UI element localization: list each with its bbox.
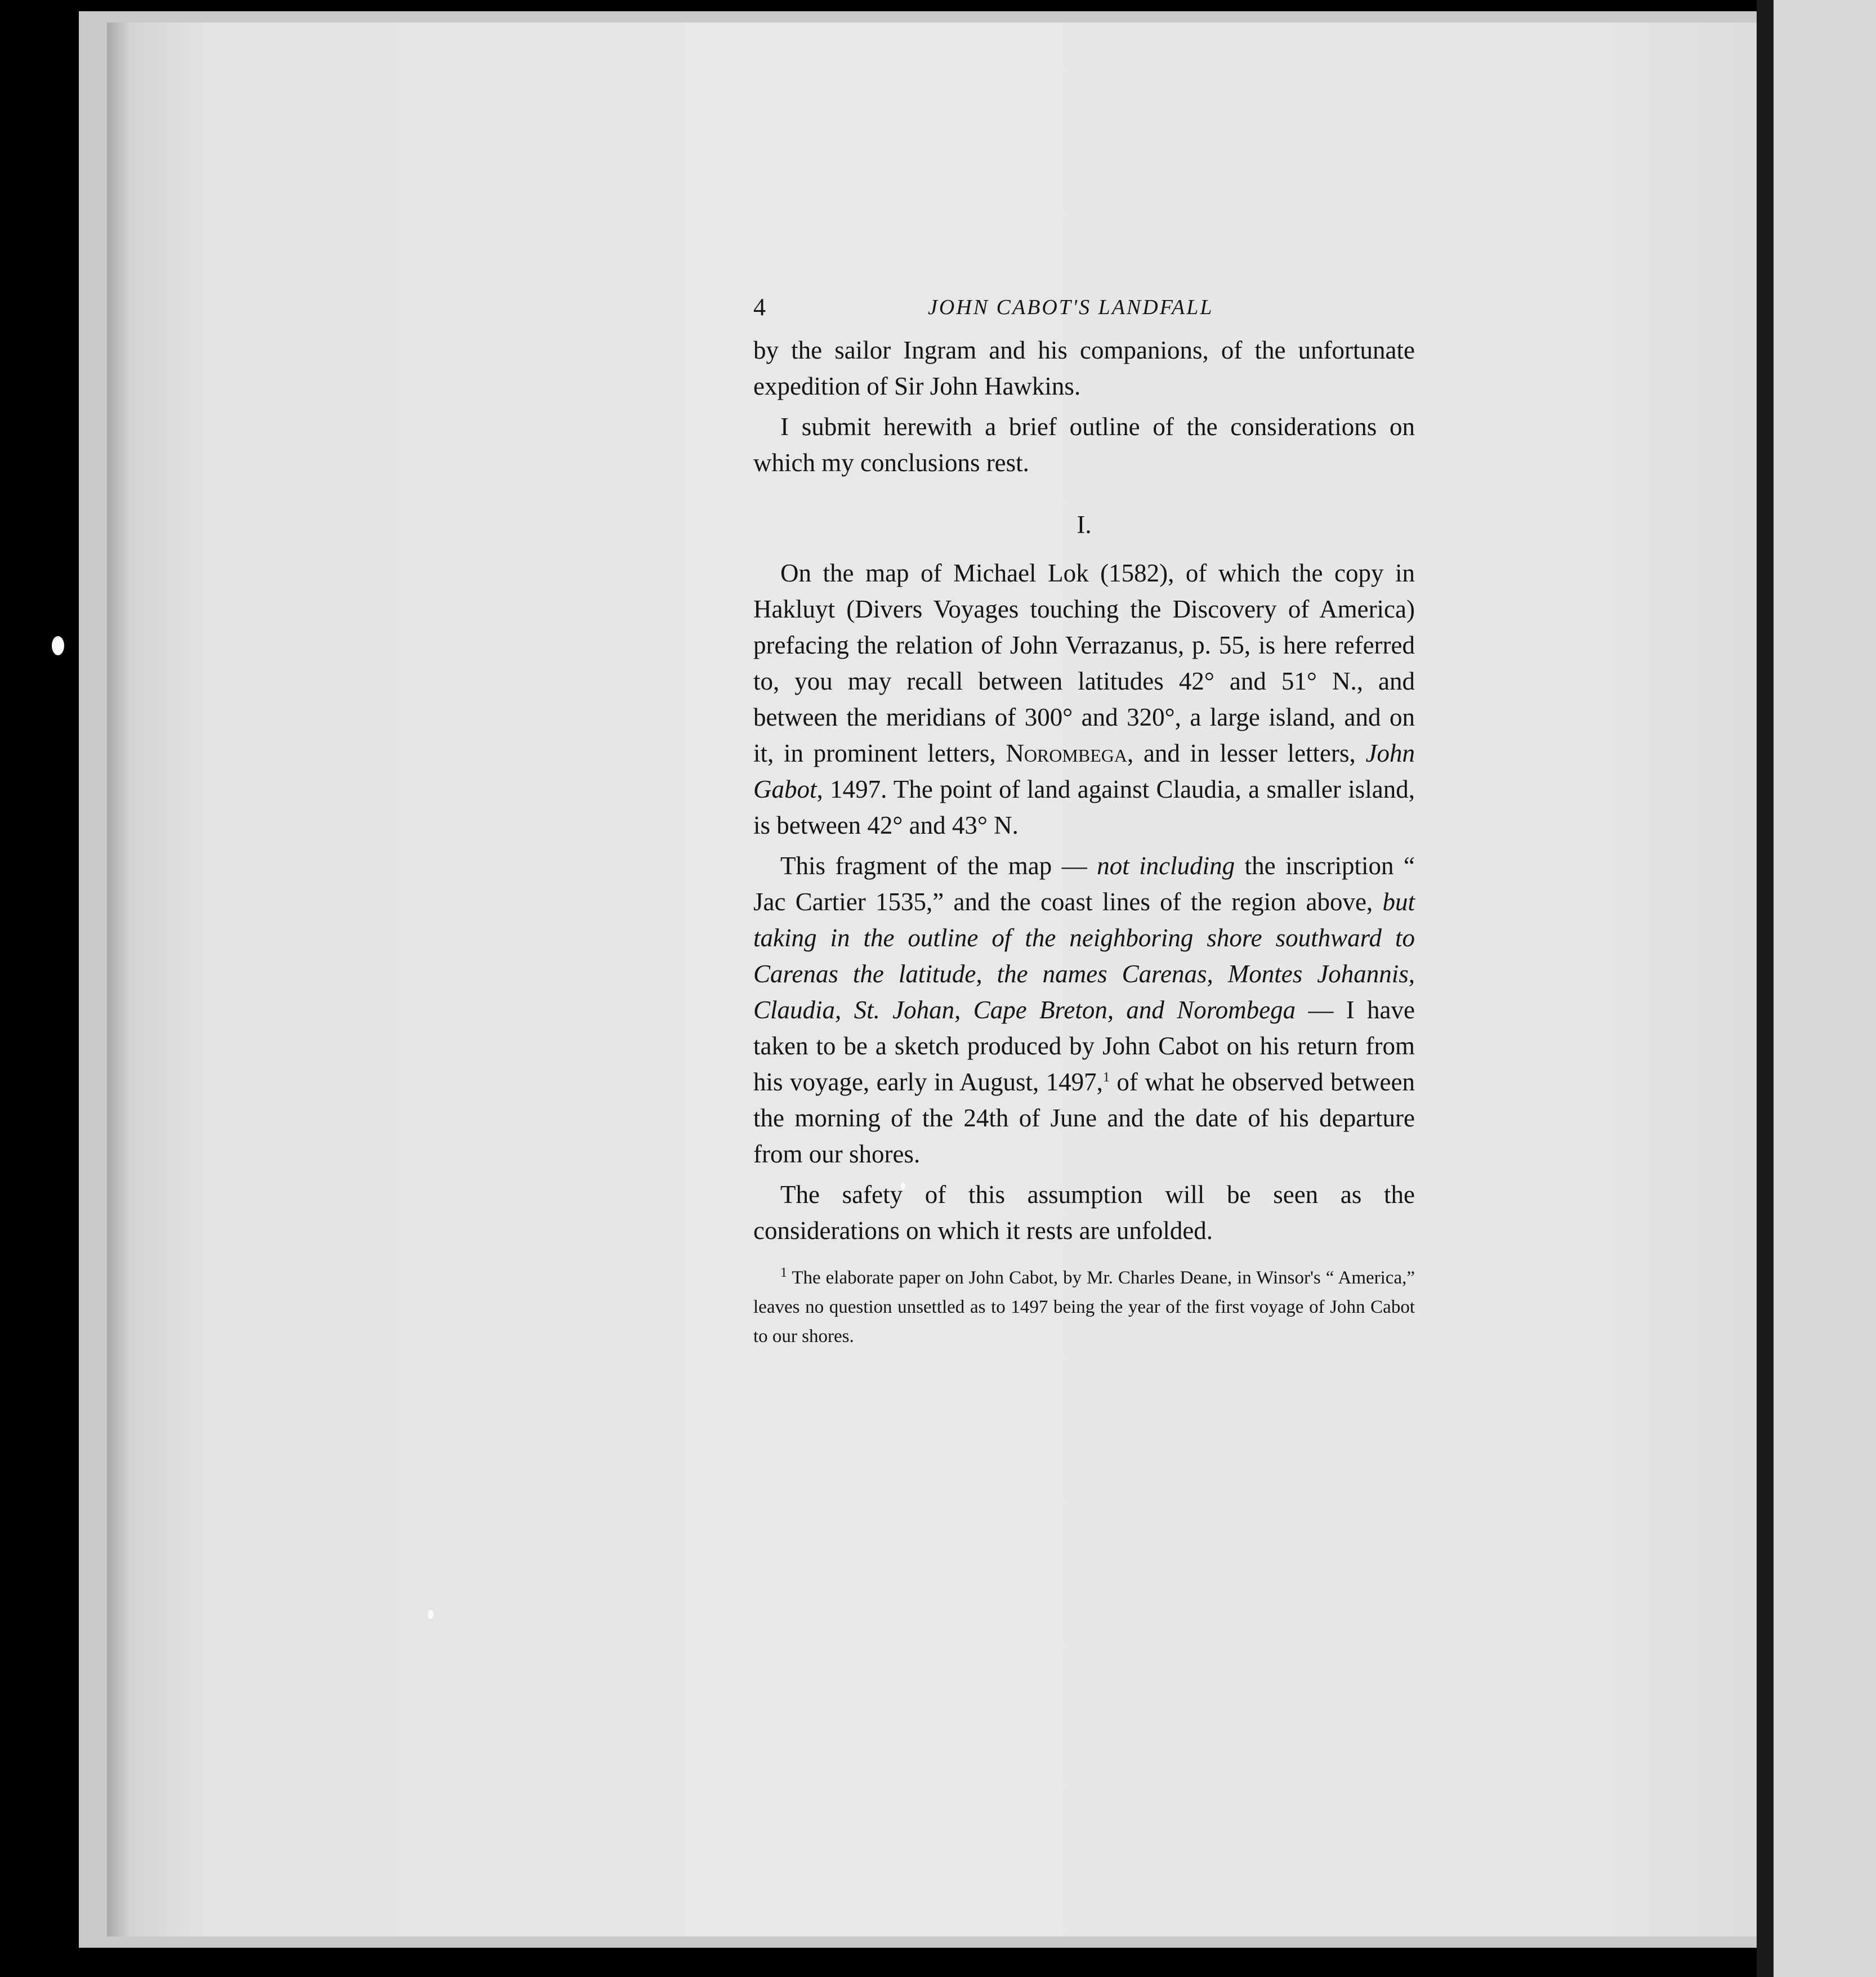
emphasis: not including	[1097, 852, 1235, 880]
text-run: — I have taken to be a sketch produced by John Cabot on his return from his voyage, early in August, 1497,	[753, 996, 1415, 1096]
running-head	[753, 293, 1415, 332]
page-text	[753, 293, 1415, 1370]
paragraph: The safety of this assumption will be seen as the considerations on which it rests are unfolded.	[753, 1180, 1415, 1245]
text-run: the inscription “ Jac Cartier 1535,” and the coast lines of the region above,	[753, 852, 1415, 916]
emphasis: but taking in the outline of the neighboring shore southward to Carenas the latitude, the names Carenas, Montes Johannis, Claudia, St. Johan, Cape Breton, and Norombega	[753, 888, 1415, 1024]
footnote-mark: 1	[780, 1265, 787, 1280]
paragraph: I submit herewith a brief outline of the considerations on which my conclusions rest.	[753, 413, 1415, 477]
norombega-label: Norombega	[1006, 739, 1127, 767]
text-run: On the map of Michael Lok (1582), of which the copy in Hakluyt (Divers Voyages touching the Discovery of America) prefacing the relation of John Verrazanus, p. 55, is here referred to, you may recall between latitudes 42° and 51° N., and between the meridians of 300° and 320°, a large island, and on it, in prominent letters,	[753, 559, 1415, 767]
section-heading: I.	[1077, 511, 1092, 539]
scan-speck	[428, 1610, 434, 1619]
scan-speck	[52, 636, 64, 655]
paragraph-lok-map	[753, 555, 1415, 843]
text-run: of what he observed between the morning of the 24th of June and the date of his departure from our shores.	[753, 1068, 1415, 1168]
running-head-title: JOHN CABOT'S LANDFALL	[928, 296, 1214, 319]
facing-page-edge	[1774, 0, 1876, 1977]
book-gutter	[1757, 0, 1774, 1977]
page-binding-shadow	[107, 23, 129, 1936]
text-run: , 1497. The point of land against Claudia, a smaller island, is between 42° and 43° N.	[753, 775, 1415, 839]
page-number: 4	[753, 293, 766, 321]
john-gabot-label: John Gabot	[753, 739, 1415, 803]
text-run: This fragment of the map —	[780, 852, 1097, 880]
paragraph: by the sailor Ingram and his companions, of the unfortunate expedition of Sir John Hawkins.	[753, 336, 1415, 400]
footnote-text: The elaborate paper on John Cabot, by Mr. Charles Deane, in Winsor's “ America,” leaves no question unsettled as to 1497 being the year of the first voyage of John Cabot to our shores.	[753, 1268, 1415, 1347]
footnote-reference: 1	[1102, 1070, 1110, 1085]
footnote	[753, 1263, 1415, 1351]
text-run: , and in lesser letters,	[1127, 739, 1366, 767]
paragraph-map-fragment	[753, 848, 1415, 1172]
